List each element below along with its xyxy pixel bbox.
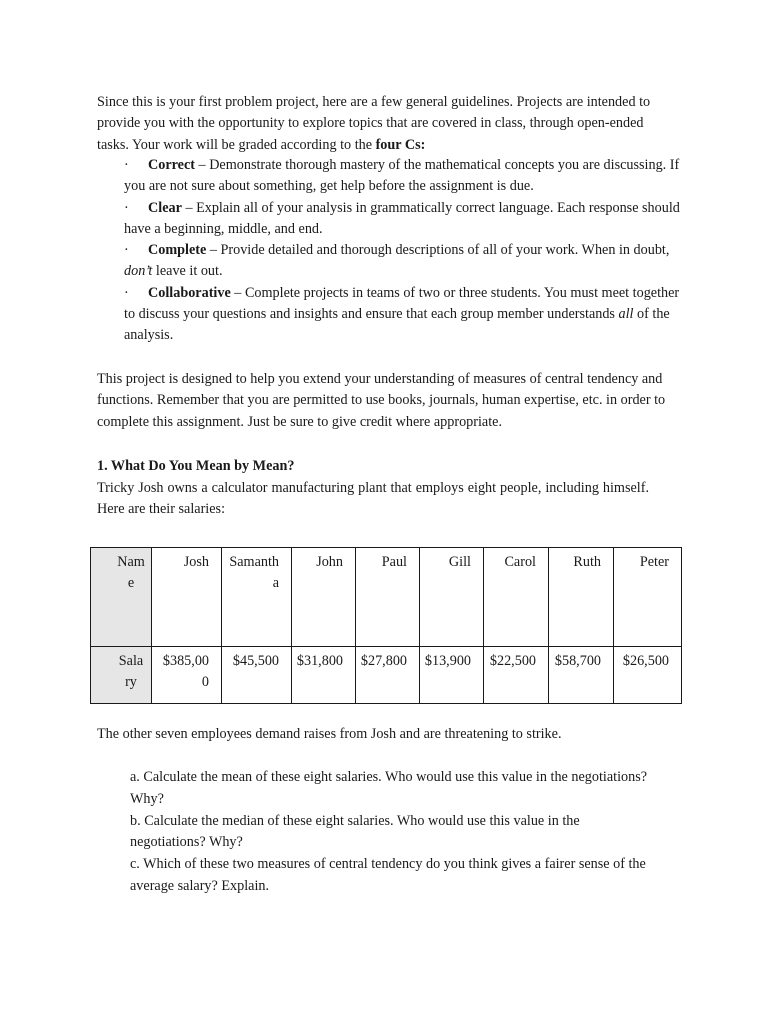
criteria-text: – Complete projects in teams of two or three students. You must meet together to discuss your questions and insights and ensure that each group member understands (124, 284, 680, 323)
criteria-text-end: leave it out. (152, 263, 223, 280)
criteria-term: Complete (148, 242, 207, 259)
intro-text: Since this is your first problem project, here are a few general guidelines. Projects are intended to provide you with the opportunity to explore topics that are covered in class, through open-ended tasks. Your work will be graded according to the (97, 94, 651, 153)
question-list (130, 767, 650, 898)
table-cell-name: Peter (614, 548, 682, 647)
table-cell-name: Ruth (549, 548, 614, 647)
bullet-dot: · (124, 242, 129, 259)
criteria-term: Clear (148, 199, 182, 216)
table-cell-name: Carol (484, 548, 549, 647)
criteria-item-clear (124, 198, 684, 241)
table-cell-name: John (292, 548, 356, 647)
bullet-dot: · (124, 284, 129, 301)
strike-paragraph: The other seven employees demand raises from Josh and are threatening to strike. (97, 726, 562, 742)
table-row-names (91, 548, 682, 647)
criteria-italic: don’t (124, 263, 153, 280)
criteria-text: – Provide detailed and thorough descriptions of all of your work. When in doubt, (206, 242, 670, 259)
table-cell-salary: $31,800 (292, 647, 356, 704)
bullet-dot: · (124, 199, 129, 216)
table-cell-salary: $45,500 (222, 647, 292, 704)
name-header: Name (91, 548, 152, 647)
criteria-list (124, 155, 684, 347)
table-cell-name: Paul (356, 548, 420, 647)
salary-header: Salary (91, 647, 152, 704)
purpose-paragraph: This project is designed to help you extend your understanding of measures of central tendency and functions. Remember that you are permitted to use books, journals, human expertise, etc. in order to complete this assignment. Just be sure to give credit where appropriate. (97, 371, 666, 430)
criteria-item-complete (124, 240, 684, 283)
criteria-text: – Explain all of your analysis in grammatically correct language. Each response should have a beginning, middle, and end. (124, 199, 680, 237)
bullet-dot: · (124, 157, 129, 173)
table-cell-salary: $385,000 (152, 647, 222, 704)
criteria-item-correct (124, 155, 684, 198)
salary-table (90, 547, 682, 704)
section-intro: Tricky Josh owns a calculator manufacturing plant that employs eight people, including himself. Here are their salaries: (97, 480, 649, 518)
section-heading: 1. What Do You Mean by Mean? (97, 458, 295, 474)
table-cell-name: Gill (420, 548, 484, 647)
table-cell-salary: $27,800 (356, 647, 420, 704)
criteria-italic: all (618, 306, 634, 323)
table-cell-name: Josh (152, 548, 222, 647)
four-cs-bold: four Cs: (375, 136, 426, 153)
criteria-term: Correct (148, 157, 195, 173)
criteria-text-end: of the analysis. (124, 306, 670, 344)
intro-paragraph (97, 92, 677, 156)
table-row-salaries (91, 647, 682, 704)
question-b: b. Calculate the median of these eight salaries. Who would use this value in the negotiations? Why? (130, 812, 580, 851)
table-cell-salary: $26,500 (614, 647, 682, 704)
criteria-term: Collaborative (148, 284, 231, 301)
question-a: a. Calculate the mean of these eight salaries. Who would use this value in the negotiations? Why? (130, 769, 648, 807)
table-cell-salary: $13,900 (420, 647, 484, 704)
question-c: c. Which of these two measures of central tendency do you think gives a fairer sense of the average salary? Explain. (130, 856, 646, 894)
table-cell-salary: $22,500 (484, 647, 549, 704)
table-cell-name: Samantha (222, 548, 292, 647)
criteria-item-collaborative (124, 283, 684, 347)
criteria-text: – Demonstrate thorough mastery of the mathematical concepts you are discussing. If you are not sure about something, get help before the assignment is due. (124, 157, 680, 195)
table-cell-salary: $58,700 (549, 647, 614, 704)
